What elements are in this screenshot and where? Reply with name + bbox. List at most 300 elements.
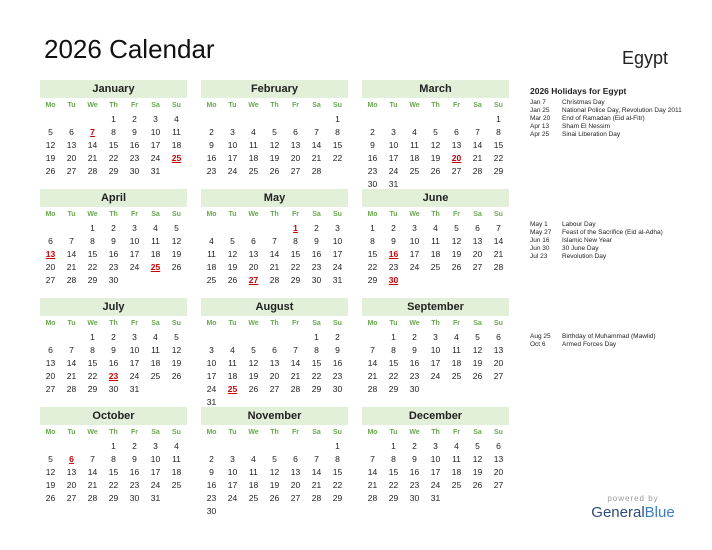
holiday-day: 20 — [451, 153, 462, 163]
page-title: 2026 Calendar — [44, 34, 215, 64]
weekday-label: Th — [270, 102, 279, 109]
holiday-item — [530, 341, 690, 349]
weekday-label: Mo — [45, 429, 56, 436]
day-cell: 28 — [311, 166, 322, 176]
day-cell: 20 — [269, 371, 280, 381]
weekday-label: Th — [431, 102, 440, 109]
weekday-label: Fr — [292, 211, 299, 218]
day-grid — [40, 222, 187, 287]
weekday-label: Sa — [151, 320, 160, 327]
day-cell: 2 — [132, 441, 137, 451]
day-cell: 11 — [249, 467, 258, 477]
empty-cell — [201, 331, 222, 344]
empty-cell — [40, 222, 61, 235]
day-cell: 14 — [66, 249, 77, 259]
day-cell: 9 — [132, 127, 137, 137]
holiday-item — [530, 245, 690, 253]
day-cell: 11 — [452, 454, 461, 464]
day-cell: 29 — [290, 275, 301, 285]
day-cell: 2 — [132, 114, 137, 124]
weekday-label: Mo — [367, 429, 378, 436]
weekday-label: Th — [270, 429, 279, 436]
day-cell: 21 — [367, 480, 378, 490]
empty-cell — [222, 222, 243, 235]
day-cell: 28 — [66, 384, 77, 394]
weekday-label: Fr — [131, 320, 138, 327]
day-cell: 18 — [248, 153, 259, 163]
day-cell: 30 — [206, 506, 217, 516]
day-cell: 29 — [388, 493, 399, 503]
holiday-item — [530, 229, 690, 237]
weekday-label: Fr — [453, 102, 460, 109]
day-cell: 26 — [45, 166, 56, 176]
weekday-header — [40, 210, 187, 220]
weekday-label: We — [248, 102, 259, 109]
day-cell: 7 — [69, 236, 74, 246]
day-grid — [201, 113, 348, 178]
weekday-label: Th — [431, 211, 440, 218]
day-cell: 14 — [367, 358, 378, 368]
weekday-label: We — [87, 211, 98, 218]
day-cell: 22 — [108, 153, 119, 163]
day-cell: 9 — [370, 140, 375, 150]
day-cell: 3 — [153, 114, 158, 124]
day-cell: 9 — [314, 236, 319, 246]
day-grid — [362, 113, 509, 191]
day-cell: 10 — [430, 454, 441, 464]
weekday-label: Tu — [67, 320, 76, 327]
day-cell: 4 — [454, 332, 459, 342]
empty-cell — [201, 222, 222, 235]
day-cell: 14 — [493, 236, 504, 246]
day-cell: 2 — [111, 223, 116, 233]
day-cell: 5 — [48, 454, 53, 464]
weekday-label: We — [409, 211, 420, 218]
day-cell: 12 — [269, 467, 280, 477]
holiday-name: Birthday of Muhammad (Mawlid) — [562, 333, 656, 340]
holiday-item — [530, 115, 690, 123]
day-cell: 16 — [332, 358, 343, 368]
day-cell: 26 — [451, 262, 462, 272]
day-cell: 2 — [209, 127, 214, 137]
day-cell: 29 — [108, 166, 119, 176]
day-cell: 17 — [227, 153, 238, 163]
weekday-label: Th — [431, 429, 440, 436]
empty-cell — [201, 113, 222, 126]
holiday-day: 16 — [388, 249, 399, 259]
empty-cell — [362, 113, 383, 126]
day-cell: 3 — [433, 332, 438, 342]
holiday-group — [530, 221, 690, 261]
weekday-label: Su — [333, 320, 342, 327]
day-cell: 29 — [493, 166, 504, 176]
month-name: February — [201, 80, 348, 98]
day-cell: 13 — [493, 454, 504, 464]
day-cell: 12 — [451, 236, 462, 246]
empty-cell — [222, 113, 243, 126]
day-cell: 1 — [111, 441, 116, 451]
month-name: November — [201, 407, 348, 425]
day-cell: 7 — [314, 127, 319, 137]
day-cell: 25 — [248, 166, 259, 176]
empty-cell — [243, 222, 264, 235]
empty-cell — [285, 440, 306, 453]
holiday-item — [530, 131, 690, 139]
day-cell: 5 — [475, 332, 480, 342]
day-cell: 26 — [472, 371, 483, 381]
day-cell: 25 — [430, 262, 441, 272]
weekday-label: Sa — [473, 102, 482, 109]
weekday-label: Tu — [67, 102, 76, 109]
holiday-day: 6 — [69, 454, 74, 464]
day-cell: 27 — [493, 480, 504, 490]
day-cell: 27 — [66, 166, 77, 176]
day-cell: 19 — [227, 262, 238, 272]
day-cell: 27 — [472, 262, 483, 272]
weekday-header — [362, 101, 509, 111]
day-cell: 7 — [370, 345, 375, 355]
day-cell: 4 — [251, 454, 256, 464]
day-cell: 22 — [367, 262, 378, 272]
day-cell: 27 — [451, 166, 462, 176]
holiday-date: Oct 6 — [530, 341, 546, 348]
day-cell: 12 — [472, 345, 483, 355]
month-name: March — [362, 80, 509, 98]
day-cell: 26 — [430, 166, 441, 176]
day-cell: 15 — [87, 249, 98, 259]
day-cell: 6 — [475, 223, 480, 233]
day-cell: 3 — [230, 127, 235, 137]
weekday-label: Fr — [131, 429, 138, 436]
day-cell: 21 — [311, 153, 322, 163]
day-cell: 5 — [433, 127, 438, 137]
day-cell: 23 — [409, 480, 420, 490]
day-cell: 4 — [153, 332, 158, 342]
day-cell: 3 — [132, 332, 137, 342]
holiday-item — [530, 333, 690, 341]
day-cell: 26 — [171, 371, 182, 381]
day-cell: 11 — [207, 249, 216, 259]
day-grid — [40, 113, 187, 178]
day-cell: 9 — [412, 345, 417, 355]
day-cell: 2 — [391, 223, 396, 233]
day-cell: 6 — [293, 127, 298, 137]
day-cell: 11 — [172, 127, 181, 137]
day-cell: 22 — [290, 262, 301, 272]
day-cell: 14 — [367, 467, 378, 477]
day-cell: 23 — [388, 262, 399, 272]
holiday-day: 30 — [388, 275, 399, 285]
day-cell: 15 — [367, 249, 378, 259]
day-cell: 13 — [66, 140, 77, 150]
weekday-label: Fr — [292, 102, 299, 109]
day-cell: 18 — [150, 249, 161, 259]
month-july — [40, 298, 187, 396]
day-cell: 23 — [129, 153, 140, 163]
day-cell: 19 — [171, 249, 182, 259]
day-cell: 23 — [332, 371, 343, 381]
weekday-label: Mo — [45, 211, 56, 218]
day-cell: 18 — [150, 358, 161, 368]
day-cell: 1 — [90, 223, 95, 233]
weekday-header — [362, 428, 509, 438]
day-cell: 12 — [269, 140, 280, 150]
day-cell: 5 — [230, 236, 235, 246]
day-grid — [362, 331, 509, 396]
day-cell: 28 — [493, 262, 504, 272]
weekday-label: We — [248, 429, 259, 436]
day-cell: 8 — [335, 454, 340, 464]
weekday-label: Tu — [389, 320, 398, 327]
day-cell: 6 — [48, 236, 53, 246]
day-cell: 5 — [174, 332, 179, 342]
day-cell: 4 — [174, 441, 179, 451]
day-cell: 20 — [493, 358, 504, 368]
day-cell: 17 — [150, 467, 161, 477]
weekday-header — [201, 101, 348, 111]
day-cell: 1 — [111, 114, 116, 124]
weekday-label: Mo — [45, 102, 56, 109]
day-cell: 30 — [108, 384, 119, 394]
weekday-label: Su — [494, 320, 503, 327]
day-cell: 17 — [430, 358, 441, 368]
day-cell: 11 — [249, 140, 258, 150]
weekday-label: Sa — [473, 211, 482, 218]
day-cell: 24 — [332, 262, 343, 272]
day-cell: 13 — [45, 358, 56, 368]
empty-cell — [61, 331, 82, 344]
brand-logo — [588, 494, 678, 521]
weekday-label: Mo — [45, 320, 56, 327]
day-cell: 12 — [430, 140, 441, 150]
day-cell: 1 — [391, 441, 396, 451]
day-cell: 20 — [290, 153, 301, 163]
weekday-label: We — [409, 102, 420, 109]
weekday-label: We — [409, 320, 420, 327]
weekday-header — [362, 210, 509, 220]
day-cell: 15 — [108, 140, 119, 150]
day-cell: 26 — [269, 166, 280, 176]
day-cell: 24 — [388, 166, 399, 176]
day-cell: 6 — [48, 345, 53, 355]
day-cell: 10 — [150, 127, 161, 137]
day-cell: 10 — [150, 454, 161, 464]
day-cell: 19 — [430, 153, 441, 163]
day-cell: 21 — [493, 249, 504, 259]
day-cell: 25 — [409, 166, 420, 176]
day-cell: 29 — [332, 493, 343, 503]
holiday-name: National Police Day, Revolution Day 2011 — [562, 107, 682, 114]
weekday-label: Mo — [367, 102, 378, 109]
empty-cell — [61, 222, 82, 235]
month-october — [40, 407, 187, 505]
weekday-label: Sa — [151, 429, 160, 436]
weekday-label: We — [409, 429, 420, 436]
day-cell: 5 — [475, 441, 480, 451]
day-cell: 2 — [335, 332, 340, 342]
day-cell: 18 — [409, 153, 420, 163]
day-cell: 25 — [150, 371, 161, 381]
day-cell: 10 — [409, 236, 420, 246]
day-cell: 7 — [370, 454, 375, 464]
day-cell: 4 — [153, 223, 158, 233]
country-name: Egypt — [621, 48, 668, 68]
day-cell: 20 — [45, 262, 56, 272]
day-cell: 19 — [451, 249, 462, 259]
empty-cell — [306, 113, 327, 126]
day-grid — [201, 222, 348, 287]
day-cell: 23 — [129, 480, 140, 490]
day-cell: 15 — [332, 140, 343, 150]
day-cell: 9 — [335, 345, 340, 355]
holiday-item — [530, 237, 690, 245]
day-cell: 20 — [66, 480, 77, 490]
day-cell: 16 — [367, 153, 378, 163]
day-cell: 30 — [129, 166, 140, 176]
day-cell: 3 — [335, 223, 340, 233]
holiday-group — [530, 333, 690, 349]
day-cell: 12 — [472, 454, 483, 464]
empty-cell — [362, 440, 383, 453]
day-cell: 24 — [150, 153, 161, 163]
weekday-label: Th — [109, 211, 118, 218]
day-cell: 14 — [87, 140, 98, 150]
day-cell: 27 — [269, 384, 280, 394]
day-cell: 27 — [493, 371, 504, 381]
day-cell: 13 — [451, 140, 462, 150]
day-cell: 11 — [172, 454, 181, 464]
day-cell: 22 — [87, 371, 98, 381]
holiday-name: 30 June Day — [562, 245, 599, 252]
weekday-label: Sa — [473, 429, 482, 436]
weekday-label: We — [248, 320, 259, 327]
holiday-day: 7 — [90, 127, 95, 137]
day-cell: 9 — [391, 236, 396, 246]
day-cell: 19 — [171, 358, 182, 368]
day-cell: 4 — [209, 236, 214, 246]
brand-name: GeneralBlue — [591, 504, 675, 521]
weekday-label: Sa — [312, 211, 321, 218]
day-cell: 12 — [45, 467, 56, 477]
day-cell: 6 — [496, 441, 501, 451]
weekday-label: Sa — [312, 429, 321, 436]
day-cell: 13 — [472, 236, 483, 246]
day-cell: 16 — [311, 249, 322, 259]
holiday-date: Jan 7 — [530, 99, 546, 106]
empty-cell — [222, 331, 243, 344]
day-cell: 9 — [132, 454, 137, 464]
weekday-label: Mo — [367, 320, 378, 327]
holiday-day: 27 — [248, 275, 259, 285]
day-cell: 17 — [206, 371, 217, 381]
day-cell: 10 — [129, 345, 140, 355]
day-cell: 24 — [430, 371, 441, 381]
day-cell: 7 — [69, 345, 74, 355]
day-cell: 28 — [311, 493, 322, 503]
day-cell: 30 — [409, 384, 420, 394]
day-cell: 10 — [388, 140, 399, 150]
empty-cell — [383, 113, 404, 126]
holiday-item — [530, 99, 690, 107]
weekday-label: Su — [172, 211, 181, 218]
month-december — [362, 407, 509, 505]
weekday-label: We — [248, 211, 259, 218]
day-cell: 8 — [111, 127, 116, 137]
empty-cell — [264, 331, 285, 344]
day-cell: 15 — [332, 467, 343, 477]
holiday-date: May 1 — [530, 221, 548, 228]
weekday-label: We — [87, 429, 98, 436]
day-cell: 29 — [108, 493, 119, 503]
day-cell: 16 — [129, 140, 140, 150]
weekday-label: Su — [333, 211, 342, 218]
weekday-label: Mo — [206, 102, 217, 109]
month-name: September — [362, 298, 509, 316]
weekday-label: Su — [172, 429, 181, 436]
month-september — [362, 298, 509, 396]
day-cell: 20 — [248, 262, 259, 272]
day-cell: 16 — [108, 358, 119, 368]
day-cell: 8 — [370, 236, 375, 246]
holiday-date: Jun 16 — [530, 237, 550, 244]
weekday-header — [201, 319, 348, 329]
day-cell: 19 — [472, 467, 483, 477]
empty-cell — [404, 113, 425, 126]
empty-cell — [222, 440, 243, 453]
weekday-label: Th — [109, 429, 118, 436]
empty-cell — [467, 113, 488, 126]
day-cell: 13 — [290, 140, 301, 150]
weekday-label: Sa — [151, 102, 160, 109]
holiday-name: Christmas Day — [562, 99, 605, 106]
holiday-date: Jul 23 — [530, 253, 548, 260]
day-cell: 23 — [409, 371, 420, 381]
day-cell: 17 — [332, 249, 343, 259]
weekday-label: Tu — [67, 211, 76, 218]
empty-cell — [40, 113, 61, 126]
day-cell: 16 — [129, 467, 140, 477]
day-cell: 18 — [451, 467, 462, 477]
day-cell: 29 — [311, 384, 322, 394]
weekday-header — [40, 428, 187, 438]
day-cell: 4 — [454, 441, 459, 451]
day-cell: 11 — [431, 236, 440, 246]
day-cell: 27 — [45, 275, 56, 285]
day-cell: 6 — [251, 236, 256, 246]
day-cell: 13 — [66, 467, 77, 477]
day-cell: 24 — [129, 262, 140, 272]
day-cell: 22 — [87, 262, 98, 272]
day-cell: 20 — [45, 371, 56, 381]
day-cell: 22 — [388, 371, 399, 381]
day-cell: 23 — [311, 262, 322, 272]
day-cell: 21 — [311, 480, 322, 490]
day-cell: 16 — [108, 249, 119, 259]
weekday-label: Fr — [292, 320, 299, 327]
day-cell: 15 — [388, 467, 399, 477]
day-cell: 14 — [269, 249, 280, 259]
day-cell: 27 — [45, 384, 56, 394]
day-cell: 12 — [45, 140, 56, 150]
weekday-label: Tu — [389, 429, 398, 436]
day-cell: 27 — [290, 493, 301, 503]
day-cell: 21 — [87, 153, 98, 163]
day-cell: 16 — [409, 358, 420, 368]
month-april — [40, 189, 187, 287]
day-cell: 9 — [412, 454, 417, 464]
weekday-label: Tu — [228, 102, 237, 109]
holiday-day: 25 — [150, 262, 161, 272]
